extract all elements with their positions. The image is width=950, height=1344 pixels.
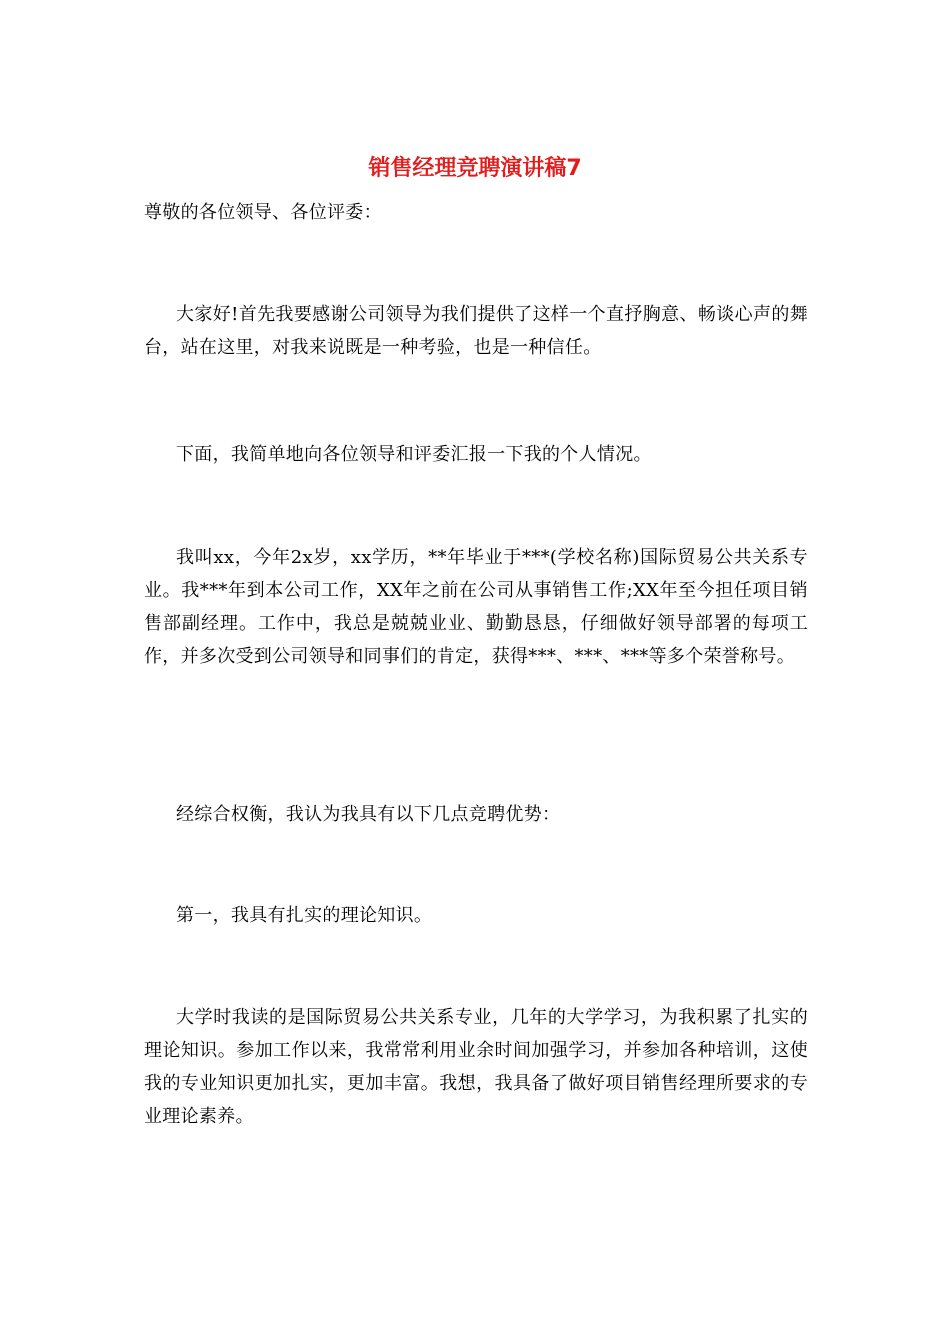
advantage-one-paragraph: 大学时我读的是国际贸易公共关系专业，几年的大学学习，为我积累了扎实的理论知识。参加工作以来，我常常利用业余时间加强学习，并参加各种培训，这使我的专业知识更加扎实，更加丰富。我想，我具备了做好项目销售经理所要求的专业理论素养。 — [144, 1007, 808, 1127]
document-title: 销售经理竞聘演讲稿7 — [368, 156, 582, 181]
salutation-paragraph: 尊敬的各位领导、各位评委： — [144, 202, 382, 223]
advantages-intro-paragraph: 经综合权衡，我认为我具有以下几点竞聘优势： — [176, 804, 561, 825]
intro-paragraph: 下面，我简单地向各位领导和评委汇报一下我的个人情况。 — [176, 444, 652, 465]
personal-info-paragraph: 我叫xx，今年2x岁，xx学历，**年毕业于***(学校名称)国际贸易公共关系专业。我***年到本公司工作，XX年之前在公司从事销售工作;XX年至今担任项目销售部副经理。工作中，我总是兢兢业业、勤勤恳恳，仔细做好领导部署的每项工作，并多次受到公司领导和同事们的肯定，获得***、***、***等多个荣誉称号。 — [144, 547, 808, 667]
advantage-one-heading: 第一，我具有扎实的理论知识。 — [176, 905, 433, 926]
greeting-paragraph: 大家好!首先我要感谢公司领导为我们提供了这样一个直抒胸意、畅谈心声的舞台，站在这里，对我来说既是一种考验，也是一种信任。 — [144, 304, 808, 358]
